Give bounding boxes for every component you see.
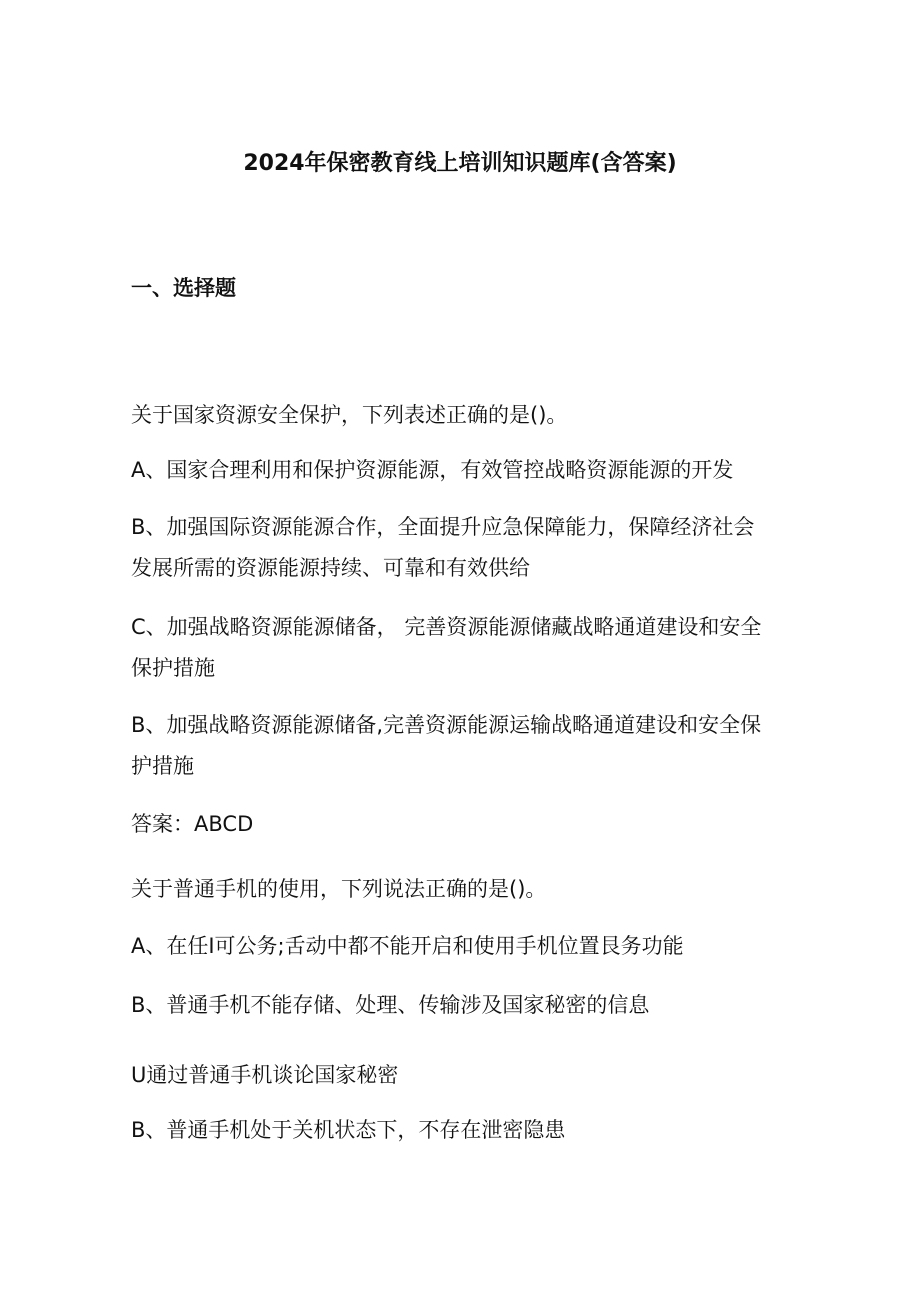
option-line: B、普通手机处于关机状态下，不存在泄密隐患 — [131, 1118, 566, 1142]
option-b — [131, 985, 791, 1026]
option-a — [131, 926, 791, 967]
option-d — [131, 1110, 791, 1151]
option-d — [131, 705, 791, 787]
option-line: C、加强战略资源能源储备， 完善资源能源储藏战略通道建设和安全 — [131, 615, 762, 639]
option-line: A、在任I可公务;舌动中都不能开启和使用手机位置艮务功能 — [131, 934, 684, 958]
question-stem: 关于国家资源安全保护，下列表述正确的是()。 — [131, 403, 568, 427]
option-c — [131, 607, 791, 689]
section-heading: 一、选择题 — [131, 276, 236, 300]
option-line: B、普通手机不能存储、处理、传输涉及国家秘密的信息 — [131, 993, 650, 1017]
document-title: 2024年保密教育线上培训知识题库(含答案) — [243, 151, 677, 176]
option-line: A、国家合理利用和保护资源能源，有效管控战略资源能源的开发 — [131, 458, 734, 482]
option-line: B、加强国际资源能源合作，全面提升应急保障能力，保障经济社会 — [131, 515, 755, 539]
option-line: 护措施 — [131, 754, 194, 778]
option-line: 保护措施 — [131, 656, 215, 680]
option-a — [131, 450, 791, 491]
option-c — [131, 1055, 791, 1096]
option-line: U通过普通手机谈论国家秘密 — [131, 1063, 399, 1087]
option-b — [131, 507, 791, 589]
option-line: 发展所需的资源能源持续、可靠和有效供给 — [131, 556, 530, 580]
option-line: B、加强战略资源能源储备,完善资源能源运输战略通道建设和安全保 — [131, 713, 762, 737]
question-stem: 关于普通手机的使用，下列说法正确的是()。 — [131, 877, 547, 901]
answer: 答案：ABCD — [131, 812, 254, 836]
